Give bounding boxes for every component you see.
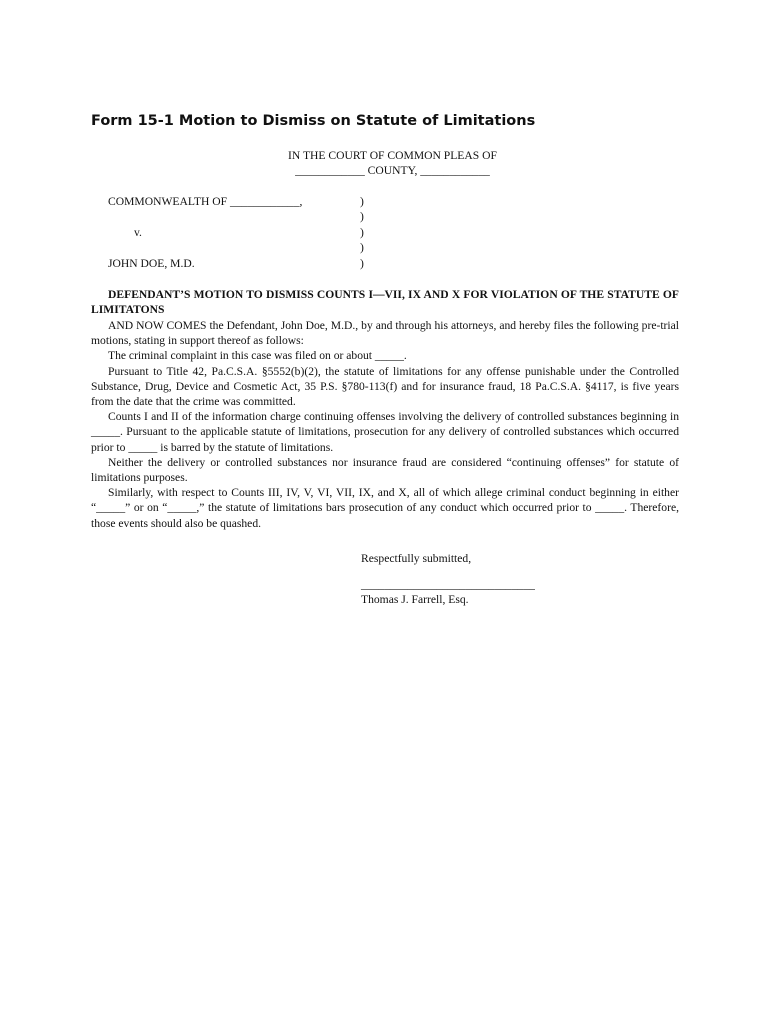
caption-paren: ) [360, 257, 364, 270]
body-paragraph: AND NOW COMES the Defendant, John Doe, M.D., by and through his attorneys, and hereby files the following pre-trial motions, stating in support thereof as follows: [91, 319, 679, 348]
caption-defendant: JOHN DOE, M.D. [108, 257, 195, 270]
caption-paren: ) [360, 241, 364, 254]
caption-versus: v. [134, 226, 142, 239]
caption-paren: ) [360, 210, 364, 223]
form-title: Form 15-1 Motion to Dismiss on Statute of Limitations [91, 113, 536, 129]
caption-plaintiff: COMMONWEALTH OF ____________, [108, 195, 303, 208]
signature-closing: Respectfully submitted, [361, 552, 472, 565]
body-paragraph: Counts I and II of the information charge continuing offenses involving the delivery of controlled substances beginning in _____. Pursuant to the applicable statute of limitations, prosecution for any delivery of controlled substances which occurred prior to _____ is barred by the statute of limitations. [91, 410, 679, 454]
body-paragraph: The criminal complaint in this case was filed on or about _____. [108, 349, 407, 363]
body-paragraph: Neither the delivery or controlled substances nor insurance fraud are considered “continuing offenses” for statute of limitations purposes. [91, 455, 679, 485]
caption-paren: ) [360, 226, 364, 239]
court-header [0, 148, 768, 178]
signature-block [361, 551, 535, 608]
caption-paren: ) [360, 195, 364, 208]
motion-body [91, 318, 679, 531]
body-paragraph: Pursuant to Title 42, Pa.C.S.A. §5552(b)(2), the statute of limitations for any offense punishable under the Controlled Substance, Drug, Device and Cosmetic Act, 35 P.S. §780-113(f) and for insurance fraud, 18 Pa.C.S.A. §4117, is five years from the date that the crime was committed. [91, 364, 679, 409]
motion-heading: DEFENDANT’S MOTION TO DISMISS COUNTS I—VII, IX AND X FOR VIOLATION OF THE STATUTE OF LIMITATONS [91, 288, 679, 317]
signature-name: Thomas J. Farrell, Esq. [361, 593, 469, 607]
body-paragraph: Similarly, with respect to Counts III, IV, V, VI, VII, IX, and X, all of which allege criminal conduct beginning in either “_____” or on “_____,” the statute of limitations bars prosecution of any conduct which occurred prior to _____. Therefore, those events should also be quashed. [91, 486, 679, 530]
court-line-1: IN THE COURT OF COMMON PLEAS OF [288, 149, 497, 162]
signature-line: ______________________________ [361, 578, 535, 592]
court-line-2: ____________ COUNTY, ____________ [295, 164, 490, 178]
